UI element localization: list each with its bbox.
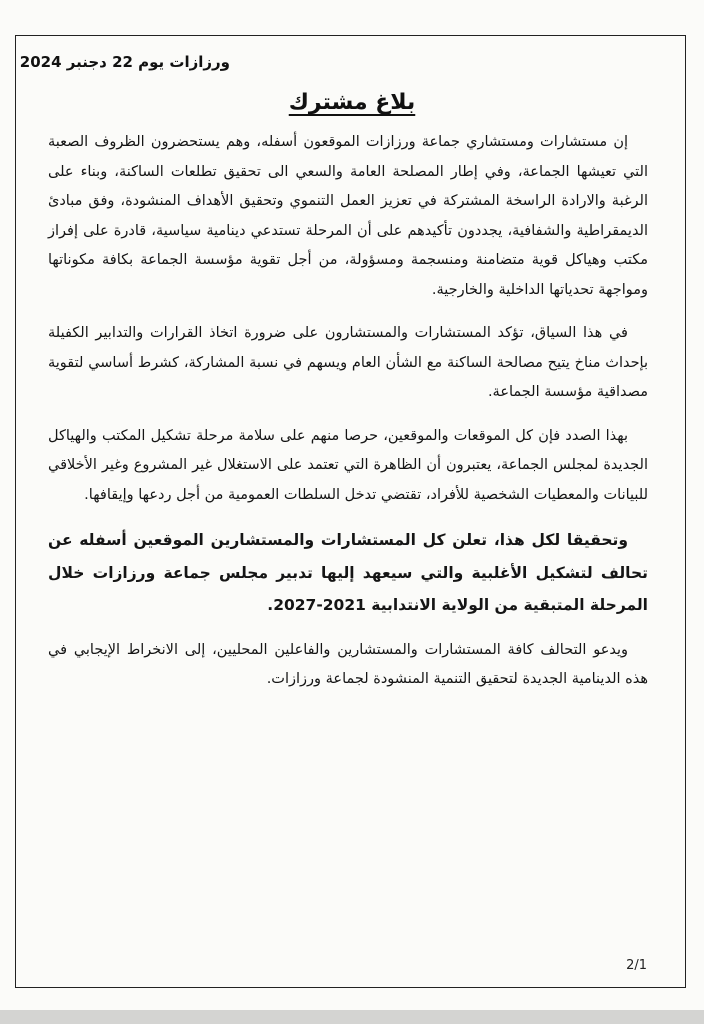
paragraph-alliance: وتحقيقا لكل هذا، تعلن كل المستشارات والمستشارين الموقعين أسفله عن تحالف لتشكيل الأغلبية والتي سيعهد إليها تدبير مجلس جماعة ورزازات خلال المرحلة المتبقية من الولاية الانتدابية 2021-2027.	[48, 531, 648, 614]
document-body	[48, 128, 648, 709]
paragraph-call: ويدعو التحالف كافة المستشارات والمستشارين والفاعلين المحليين، إلى الانخراط الإيجابي في هذه الدينامية الجديدة لتحقيق التنمية المنشودة لجماعة ورزازات.	[48, 641, 648, 687]
paragraph-context: في هذا السياق، تؤكد المستشارات والمستشارون على ضرورة اتخاذ القرارات والتدابير الكفيلة بإحداث مناخ يتيح مصالحة الساكنة مع الشأن العام ويسهم في نسبة المشاركة، كشرط أساسي لتقوية مصداقية مؤسسة الجماعة.	[48, 325, 648, 400]
paragraph-concern: بهذا الصدد فإن كل الموقعات والموقعين، حرصا منهم على سلامة مرحلة تشكيل المكتب والهياكل الجديدة لمجلس الجماعة، يعتبرون أن الظاهرة التي تعتمد على الاستغلال غير المشروع وغير الأخلاقي للبيانات والمعطيات الشخصية للأفراد، تقتضي تدخل السلطات العمومية من أجل ردعها وإيقافها.	[48, 427, 648, 503]
date-line: ورزازات يوم 22 دجنبر 2024	[19, 53, 230, 71]
document-title	[0, 90, 704, 115]
paragraph-intro: إن مستشارات ومستشاري جماعة ورزازات الموقعون أسفله، وهم يستحضرون الظروف الصعبة التي تعيشها الجماعة، وفي إطار المصلحة العامة والسعي الى تحقيق تطلعات الساكنة، وبناء على الرغبة والارادة الراسخة المشتركة في تعزيز العمل التنموي وتحقيق الأهداف المنشودة، وفق مبادئ الديمقراطية والشفافية، يجددون تأكيدهم على أن المرحلة تستدعي دينامية سياسية، قادرة على إفراز مكتب وهياكل قوية متضامنة ومنسجمة ومسؤولة، من أجل تقوية مؤسسة الجماعة بكافة مكوناتها ومواجهة تحدياتها الداخلية والخارجية.	[48, 134, 648, 298]
scan-bottom-edge	[0, 1010, 704, 1024]
page-number: 2/1	[626, 958, 647, 973]
title-text: بلاغ مشترك	[288, 90, 416, 115]
